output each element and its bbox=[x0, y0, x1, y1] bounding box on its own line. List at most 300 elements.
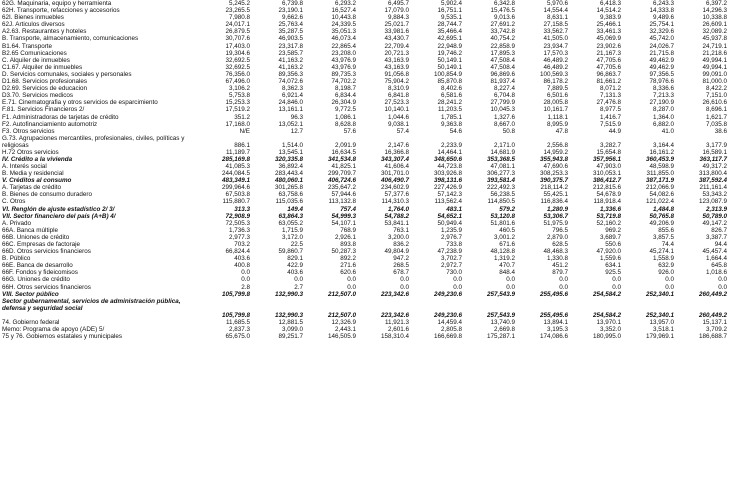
table-cell: 97,356.5 bbox=[649, 70, 674, 78]
table-cell: 260,449.2 bbox=[698, 290, 727, 298]
table-cell: 149.4 bbox=[287, 205, 303, 213]
table-cell: 96,863.7 bbox=[596, 70, 621, 78]
row-label: D1.68. Servicios profesionales bbox=[2, 78, 88, 86]
table-cell: 257,543.9 bbox=[486, 311, 515, 319]
table-cell: 268.5 bbox=[393, 262, 409, 270]
table-cell: 14,296.3 bbox=[702, 7, 727, 15]
table-cell: 17,079.0 bbox=[384, 7, 409, 15]
table-cell: 313,800.4 bbox=[698, 170, 727, 178]
table-row bbox=[0, 198, 735, 205]
table-cell: 3,702.7 bbox=[440, 255, 462, 263]
table-cell: 36,892.4 bbox=[278, 162, 303, 170]
table-cell: 14,959.2 bbox=[543, 148, 568, 156]
table-cell: 254,584.2 bbox=[592, 290, 621, 298]
table-cell: 671.6 bbox=[499, 241, 515, 248]
table-cell: 23,317.8 bbox=[278, 42, 303, 50]
table-row bbox=[0, 135, 735, 149]
table-cell: 25,466.1 bbox=[596, 21, 621, 29]
table-cell: 3,282.7 bbox=[599, 141, 621, 149]
table-cell: 52,160.2 bbox=[596, 219, 621, 227]
table-cell: 49,206.9 bbox=[649, 219, 674, 227]
table-cell: 26,304.9 bbox=[331, 99, 356, 107]
table-cell: 23,208.0 bbox=[331, 49, 356, 57]
table-cell: 17,403.0 bbox=[225, 42, 250, 50]
table-cell: 2,233.9 bbox=[440, 141, 462, 149]
table-cell: 24,846.0 bbox=[278, 99, 303, 107]
table-cell: 1,280.9 bbox=[546, 205, 568, 213]
table-cell: 174,086.6 bbox=[539, 332, 568, 340]
table-cell: 6,739.8 bbox=[281, 0, 303, 7]
table-cell: 9,489.6 bbox=[652, 14, 674, 22]
table-cell: 218,114.2 bbox=[540, 184, 568, 192]
table-cell: 2,171.0 bbox=[493, 141, 515, 149]
table-row bbox=[0, 262, 735, 269]
row-label: 62H. Transporte, refacciones y accesorios bbox=[2, 7, 120, 15]
row-label: B. Media y residencial bbox=[2, 170, 64, 178]
table-cell: 56,238.5 bbox=[490, 191, 515, 199]
table-cell: 3,857.5 bbox=[652, 233, 674, 241]
table-cell: 27,799.9 bbox=[490, 99, 515, 107]
table-cell: 35,466.4 bbox=[437, 28, 462, 36]
table-cell: 0.0 bbox=[665, 276, 674, 284]
row-label: B. Bienes de consumo duradero bbox=[2, 191, 92, 199]
row-label: A. Interés social bbox=[2, 162, 47, 170]
table-cell: 8,995.9 bbox=[546, 120, 568, 128]
table-cell: 55,425.1 bbox=[543, 191, 568, 199]
table-cell: 28,744.7 bbox=[437, 21, 462, 29]
table-cell: 311,855.0 bbox=[646, 170, 674, 178]
table-row bbox=[0, 170, 735, 177]
table-cell: 470.7 bbox=[499, 262, 515, 270]
table-cell: 360,453.9 bbox=[645, 155, 674, 163]
row-label: VI. Renglón de ajuste estadístico 2/ 3/ bbox=[2, 205, 115, 213]
table-cell: 2.7 bbox=[294, 283, 303, 291]
table-row bbox=[0, 206, 735, 213]
table-cell: 100,854.9 bbox=[433, 70, 462, 78]
table-row bbox=[0, 7, 735, 14]
table-cell: 406,490.7 bbox=[380, 177, 409, 185]
table-cell: 2.8 bbox=[241, 283, 250, 291]
table-cell: 620.6 bbox=[340, 269, 356, 277]
table-row bbox=[0, 156, 735, 163]
table-cell: 2,972.7 bbox=[440, 262, 462, 270]
table-cell: 13,545.1 bbox=[278, 148, 303, 156]
table-cell: 47,920.0 bbox=[596, 248, 621, 256]
table-cell: 132,990.3 bbox=[274, 290, 303, 298]
table-cell: 26,879.5 bbox=[225, 28, 250, 36]
row-label: C1.67. Alquiler de inmuebles bbox=[2, 63, 83, 71]
table-cell: 3,177.9 bbox=[705, 141, 727, 149]
table-cell: 925.5 bbox=[605, 269, 621, 277]
table-cell: 43,163.9 bbox=[384, 63, 409, 71]
table-cell: 0.0 bbox=[718, 283, 727, 291]
table-cell: 22,948.9 bbox=[437, 42, 462, 50]
table-cell: 8,336.6 bbox=[652, 85, 674, 93]
table-cell: 343,307.4 bbox=[380, 155, 409, 163]
table-cell: 115,035.6 bbox=[275, 198, 303, 206]
table-cell: 89,735.3 bbox=[331, 70, 356, 78]
table-cell: 54,107.1 bbox=[331, 219, 356, 227]
row-label: H.72 Otros servicios bbox=[2, 148, 59, 156]
table-cell: 10,140.1 bbox=[384, 106, 409, 114]
table-row bbox=[0, 255, 735, 262]
row-label: G.73. Agrupaciones mercantiles, profesionales, civiles, políticas y religiosas bbox=[2, 134, 185, 149]
table-cell: 22.5 bbox=[290, 241, 303, 248]
table-cell: 44.9 bbox=[608, 127, 621, 135]
table-cell: 27,190.9 bbox=[649, 99, 674, 107]
table-cell: 54,999.3 bbox=[331, 212, 356, 220]
row-label: 66D. Otros servicios financieros bbox=[2, 248, 91, 256]
table-cell: 460.5 bbox=[499, 226, 515, 234]
table-cell: 886.1 bbox=[234, 141, 250, 149]
table-cell: 355,943.8 bbox=[539, 155, 568, 163]
table-cell: 105,799.8 bbox=[221, 290, 250, 298]
table-cell: 9,383.9 bbox=[599, 14, 621, 22]
table-cell: 45,069.9 bbox=[596, 35, 621, 43]
table-cell: 0.0 bbox=[294, 276, 303, 284]
table-cell: 13,970.1 bbox=[596, 318, 621, 326]
table-cell: 41,085.3 bbox=[225, 162, 250, 170]
table-cell: 7,213.3 bbox=[652, 92, 674, 100]
table-cell: 8,227.4 bbox=[493, 85, 515, 93]
table-cell: 3,518.1 bbox=[652, 325, 674, 333]
table-cell: 0.0 bbox=[506, 283, 515, 291]
table-cell: 14,681.9 bbox=[490, 148, 515, 156]
table-cell: 0.0 bbox=[241, 276, 250, 284]
table-cell: 8,628.8 bbox=[334, 120, 356, 128]
table-cell: 252,340.1 bbox=[645, 311, 674, 319]
table-cell: 403.6 bbox=[234, 255, 250, 263]
table-cell: 1,764.0 bbox=[387, 205, 409, 213]
table-cell: 9,884.3 bbox=[387, 14, 409, 22]
table-row bbox=[0, 220, 735, 227]
table-cell: 926.0 bbox=[658, 269, 674, 277]
table-cell: 579.2 bbox=[499, 205, 515, 213]
table-cell: 25,754.1 bbox=[649, 21, 674, 29]
table-cell: 114,850.5 bbox=[487, 198, 515, 206]
table-cell: 186,688.7 bbox=[698, 332, 727, 340]
table-cell: 8,422.2 bbox=[705, 85, 727, 93]
table-cell: 9,772.5 bbox=[334, 106, 356, 114]
table-cell: 57.4 bbox=[396, 127, 409, 135]
table-cell: 41.0 bbox=[661, 127, 674, 135]
table-cell: 5,902.4 bbox=[440, 0, 462, 7]
table-cell: 1,559.6 bbox=[599, 255, 621, 263]
table-cell: 16,161.2 bbox=[649, 148, 674, 156]
table-cell: 2,926.1 bbox=[334, 233, 356, 241]
table-cell: 22,709.4 bbox=[384, 42, 409, 50]
table-cell: 49,994.1 bbox=[702, 56, 727, 64]
row-label: B. Público bbox=[2, 255, 31, 263]
table-cell: 96,869.6 bbox=[490, 70, 515, 78]
row-label: E.71. Cinematografia y otros servicios de esparcimiento bbox=[2, 99, 158, 107]
table-cell: 301,265.8 bbox=[274, 184, 303, 192]
table-cell: 1,664.4 bbox=[705, 255, 727, 263]
table-cell: 96.3 bbox=[290, 113, 303, 121]
row-label: A. Privado bbox=[2, 219, 32, 227]
table-cell: 249,230.6 bbox=[433, 290, 462, 298]
table-cell: 1,558.9 bbox=[652, 255, 674, 263]
table-cell: 483,349.1 bbox=[221, 177, 250, 185]
table-cell: 49,462.9 bbox=[649, 56, 674, 64]
table-cell: 9,535.1 bbox=[440, 14, 462, 22]
table-cell: 53,841.1 bbox=[384, 219, 409, 227]
table-cell: 2,147.6 bbox=[387, 141, 409, 149]
table-cell: 11,685.5 bbox=[225, 318, 250, 326]
table-cell: 796.5 bbox=[552, 226, 568, 234]
table-cell: 47,903.0 bbox=[596, 162, 621, 170]
table-cell: 44,723.8 bbox=[437, 162, 462, 170]
table-cell: 54,652.1 bbox=[437, 212, 462, 220]
table-cell: 49,317.2 bbox=[702, 162, 727, 170]
table-cell: 1,018.6 bbox=[705, 269, 727, 277]
table-cell: 836.2 bbox=[393, 241, 409, 248]
table-cell: 14,464.1 bbox=[437, 148, 462, 156]
table-cell: 28,005.8 bbox=[543, 99, 568, 107]
row-label: A. Tarjetas de crédito bbox=[2, 184, 62, 192]
table-cell: 100,569.3 bbox=[539, 70, 568, 78]
table-cell: 15,137.1 bbox=[702, 318, 727, 326]
table-cell: 50,287.3 bbox=[331, 248, 356, 256]
row-label: F2. Autofinanciamiento automotriz bbox=[2, 120, 98, 128]
table-cell: 480,060.1 bbox=[274, 177, 303, 185]
table-cell: 9,013.6 bbox=[493, 14, 515, 22]
table-cell: 76,356.0 bbox=[225, 70, 250, 78]
table-cell: 406,724.6 bbox=[327, 177, 356, 185]
table-cell: 57,944.6 bbox=[331, 191, 356, 199]
table-cell: 6,704.8 bbox=[493, 92, 515, 100]
table-cell: 257,543.9 bbox=[486, 290, 515, 298]
table-cell: 32,692.5 bbox=[225, 56, 250, 64]
table-cell: 50,789.0 bbox=[702, 212, 727, 220]
table-cell: 9,662.6 bbox=[281, 14, 303, 22]
table-row bbox=[0, 213, 735, 220]
row-label: F.81. Servicios Financieros 2/ bbox=[2, 106, 85, 114]
table-cell: 1,785.1 bbox=[440, 113, 462, 121]
table-cell: 26,610.6 bbox=[702, 99, 727, 107]
row-label: A2.63. Restaurantes y hoteles bbox=[2, 28, 87, 36]
table-cell: 398,131.6 bbox=[433, 177, 462, 185]
table-cell: 15,476.5 bbox=[490, 7, 515, 15]
row-label: C. Otros bbox=[2, 198, 26, 206]
table-cell: 255,495.6 bbox=[539, 311, 568, 319]
table-cell: 42,695.1 bbox=[437, 35, 462, 43]
table-cell: 7,980.8 bbox=[228, 14, 250, 22]
row-label: 66A. Banca múltiple bbox=[2, 226, 59, 234]
row-label: B. Transporte, almacenamiento, comunicaciones bbox=[2, 35, 139, 43]
row-label: F3. Otros servicios bbox=[2, 127, 55, 135]
table-cell: 28,241.2 bbox=[437, 99, 462, 107]
table-cell: 27,523.3 bbox=[384, 99, 409, 107]
row-label: VII. Sector financiero del país (A+B) 4/ bbox=[2, 212, 116, 220]
table-cell: 65,675.0 bbox=[225, 332, 250, 340]
table-cell: 16,366.8 bbox=[384, 148, 409, 156]
table-cell: 8,402.6 bbox=[440, 85, 462, 93]
table-cell: 21,715.8 bbox=[649, 49, 674, 57]
table-cell: 47,081.1 bbox=[490, 162, 515, 170]
table-cell: 132,990.3 bbox=[274, 311, 303, 319]
table-cell: 223,342.6 bbox=[380, 290, 409, 298]
table-cell: 2,601.6 bbox=[387, 325, 409, 333]
table-cell: 969.2 bbox=[605, 226, 621, 234]
table-row bbox=[0, 326, 735, 333]
table-cell: 1,416.7 bbox=[599, 113, 621, 121]
table-cell: 550.6 bbox=[605, 241, 621, 248]
table-cell: 66,824.4 bbox=[225, 248, 250, 256]
table-cell: 6,397.2 bbox=[705, 0, 727, 7]
table-cell: 351.2 bbox=[234, 113, 250, 121]
table-cell: 24,017.1 bbox=[225, 21, 250, 29]
table-row bbox=[0, 177, 735, 184]
row-label: 66H. Otros servicios financieros bbox=[2, 283, 91, 291]
table-row bbox=[0, 128, 735, 135]
table-cell: 40,754.2 bbox=[490, 35, 515, 43]
table-cell: 81,000.0 bbox=[702, 78, 727, 86]
table-cell: 89,356.3 bbox=[278, 70, 303, 78]
table-cell: 38.6 bbox=[714, 127, 727, 135]
table-cell: 30,707.6 bbox=[225, 35, 250, 43]
table-cell: 180,995.0 bbox=[592, 332, 621, 340]
table-row bbox=[0, 57, 735, 64]
table-cell: 826.7 bbox=[711, 226, 727, 234]
table-cell: 2,669.8 bbox=[493, 325, 515, 333]
table-cell: 0.0 bbox=[400, 276, 409, 284]
table-row bbox=[0, 78, 735, 85]
table-cell: 75,904.2 bbox=[384, 78, 409, 86]
table-cell: 14,459.4 bbox=[437, 318, 462, 326]
table-cell: 11,189.7 bbox=[225, 148, 250, 156]
row-label: 66C. Empresas de factoraje bbox=[2, 241, 81, 248]
table-row bbox=[0, 234, 735, 241]
table-cell: 357,956.1 bbox=[592, 155, 621, 163]
table-cell: 47,238.9 bbox=[437, 248, 462, 256]
table-cell: 0.0 bbox=[347, 283, 356, 291]
table-cell: 0.0 bbox=[718, 276, 727, 284]
table-cell: 855.6 bbox=[658, 226, 674, 234]
table-cell: 53,719.8 bbox=[596, 212, 621, 220]
table-cell: 0.0 bbox=[612, 283, 621, 291]
table-cell: 3,164.4 bbox=[652, 141, 674, 149]
table-row bbox=[0, 43, 735, 50]
table-cell: 757.4 bbox=[340, 205, 356, 213]
row-label: 75 y 76. Gobiernos estatales y municipales bbox=[2, 332, 123, 340]
table-cell: 49,462.9 bbox=[649, 63, 674, 71]
table-row bbox=[0, 227, 735, 234]
row-label: 66E. Banca de desarrollo bbox=[2, 262, 73, 270]
row-label: D. Servicios comunales, sociales y personales bbox=[2, 70, 132, 78]
table-cell: 50,765.8 bbox=[649, 212, 674, 220]
table-cell: 308,253.3 bbox=[539, 170, 568, 178]
table-cell: 1,736.3 bbox=[228, 226, 250, 234]
table-cell: 2,976.7 bbox=[440, 233, 462, 241]
table-cell: 43,976.9 bbox=[331, 63, 356, 71]
table-cell: 3,099.0 bbox=[281, 325, 303, 333]
table-cell: 32,692.5 bbox=[225, 63, 250, 71]
table-cell: 67,503.8 bbox=[225, 191, 250, 199]
table-cell: 54,788.2 bbox=[384, 212, 409, 220]
table-cell: 7,889.5 bbox=[546, 85, 568, 93]
table-cell: 47,705.6 bbox=[596, 56, 621, 64]
table-cell: 0.0 bbox=[347, 276, 356, 284]
table-cell: 1,336.6 bbox=[599, 205, 621, 213]
table-cell: 271.6 bbox=[340, 262, 356, 270]
table-cell: 63,758.6 bbox=[278, 191, 303, 199]
table-cell: 72,908.9 bbox=[225, 212, 250, 220]
table-cell: 59,860.7 bbox=[278, 248, 303, 256]
table-cell: 3,106.2 bbox=[228, 85, 250, 93]
table-cell: 0.0 bbox=[665, 283, 674, 291]
table-cell: 50.8 bbox=[502, 127, 515, 135]
table-cell: 11,921.3 bbox=[384, 318, 409, 326]
table-cell: 11,203.5 bbox=[437, 106, 462, 114]
table-cell: 703.2 bbox=[234, 241, 250, 248]
table-cell: 99,091.0 bbox=[702, 70, 727, 78]
table-cell: 25,763.4 bbox=[278, 21, 303, 29]
table-cell: 8,977.5 bbox=[599, 106, 621, 114]
table-cell: 166,669.8 bbox=[433, 332, 462, 340]
table-cell: 829.1 bbox=[287, 255, 303, 263]
table-cell: 10,045.3 bbox=[490, 106, 515, 114]
table-cell: 1,621.7 bbox=[705, 113, 727, 121]
table-cell: 3,352.0 bbox=[599, 325, 621, 333]
table-row bbox=[0, 21, 735, 28]
table-cell: 81,661.2 bbox=[596, 78, 621, 86]
table-cell: 53,343.2 bbox=[702, 191, 727, 199]
table-cell: 12,881.5 bbox=[278, 318, 303, 326]
table-cell: 27,476.8 bbox=[596, 99, 621, 107]
table-cell: 8,310.9 bbox=[387, 85, 409, 93]
table-cell: 46,489.2 bbox=[543, 63, 568, 71]
table-cell: 227,426.9 bbox=[433, 184, 462, 192]
table-cell: 158,310.4 bbox=[380, 332, 409, 340]
table-cell: 53,306.7 bbox=[543, 212, 568, 220]
table-cell: 47.8 bbox=[555, 127, 568, 135]
table-cell: 116,836.4 bbox=[540, 198, 568, 206]
table-cell: 121,022.4 bbox=[645, 198, 674, 206]
table-cell: 6,834.4 bbox=[334, 92, 356, 100]
table-cell: 94.4 bbox=[714, 241, 727, 248]
table-cell: 45,457.4 bbox=[702, 248, 727, 256]
table-cell: 893.8 bbox=[340, 241, 356, 248]
table-cell: 14,333.8 bbox=[649, 7, 674, 15]
table-cell: 252,340.1 bbox=[645, 290, 674, 298]
table-cell: 63,055.2 bbox=[278, 219, 303, 227]
table-cell: 244,084.5 bbox=[221, 170, 250, 178]
table-cell: 46,073.4 bbox=[331, 35, 356, 43]
table-cell: 0.0 bbox=[506, 276, 515, 284]
table-cell: 14,514.2 bbox=[596, 7, 621, 15]
table-cell: 8,071.2 bbox=[599, 85, 621, 93]
table-row bbox=[0, 28, 735, 35]
table-cell: 1,514.0 bbox=[281, 141, 303, 149]
table-cell: 1,235.9 bbox=[440, 226, 462, 234]
table-cell: 212,815.6 bbox=[592, 184, 621, 192]
table-cell: 0.0 bbox=[559, 276, 568, 284]
table-cell: 47,705.6 bbox=[596, 63, 621, 71]
table-cell: 47,508.4 bbox=[490, 56, 515, 64]
table-cell: 43,163.9 bbox=[384, 56, 409, 64]
table-row bbox=[0, 149, 735, 156]
table-cell: 74,702.2 bbox=[331, 78, 356, 86]
table-row bbox=[0, 241, 735, 248]
table-cell: 6,501.6 bbox=[546, 92, 568, 100]
table-cell: 733.8 bbox=[446, 241, 462, 248]
table-cell: 24,026.7 bbox=[649, 42, 674, 50]
table-row bbox=[0, 333, 735, 340]
table-cell: 118,918.4 bbox=[593, 198, 621, 206]
table-cell: 24,339.5 bbox=[331, 21, 356, 29]
table-cell: 632.9 bbox=[658, 262, 674, 270]
